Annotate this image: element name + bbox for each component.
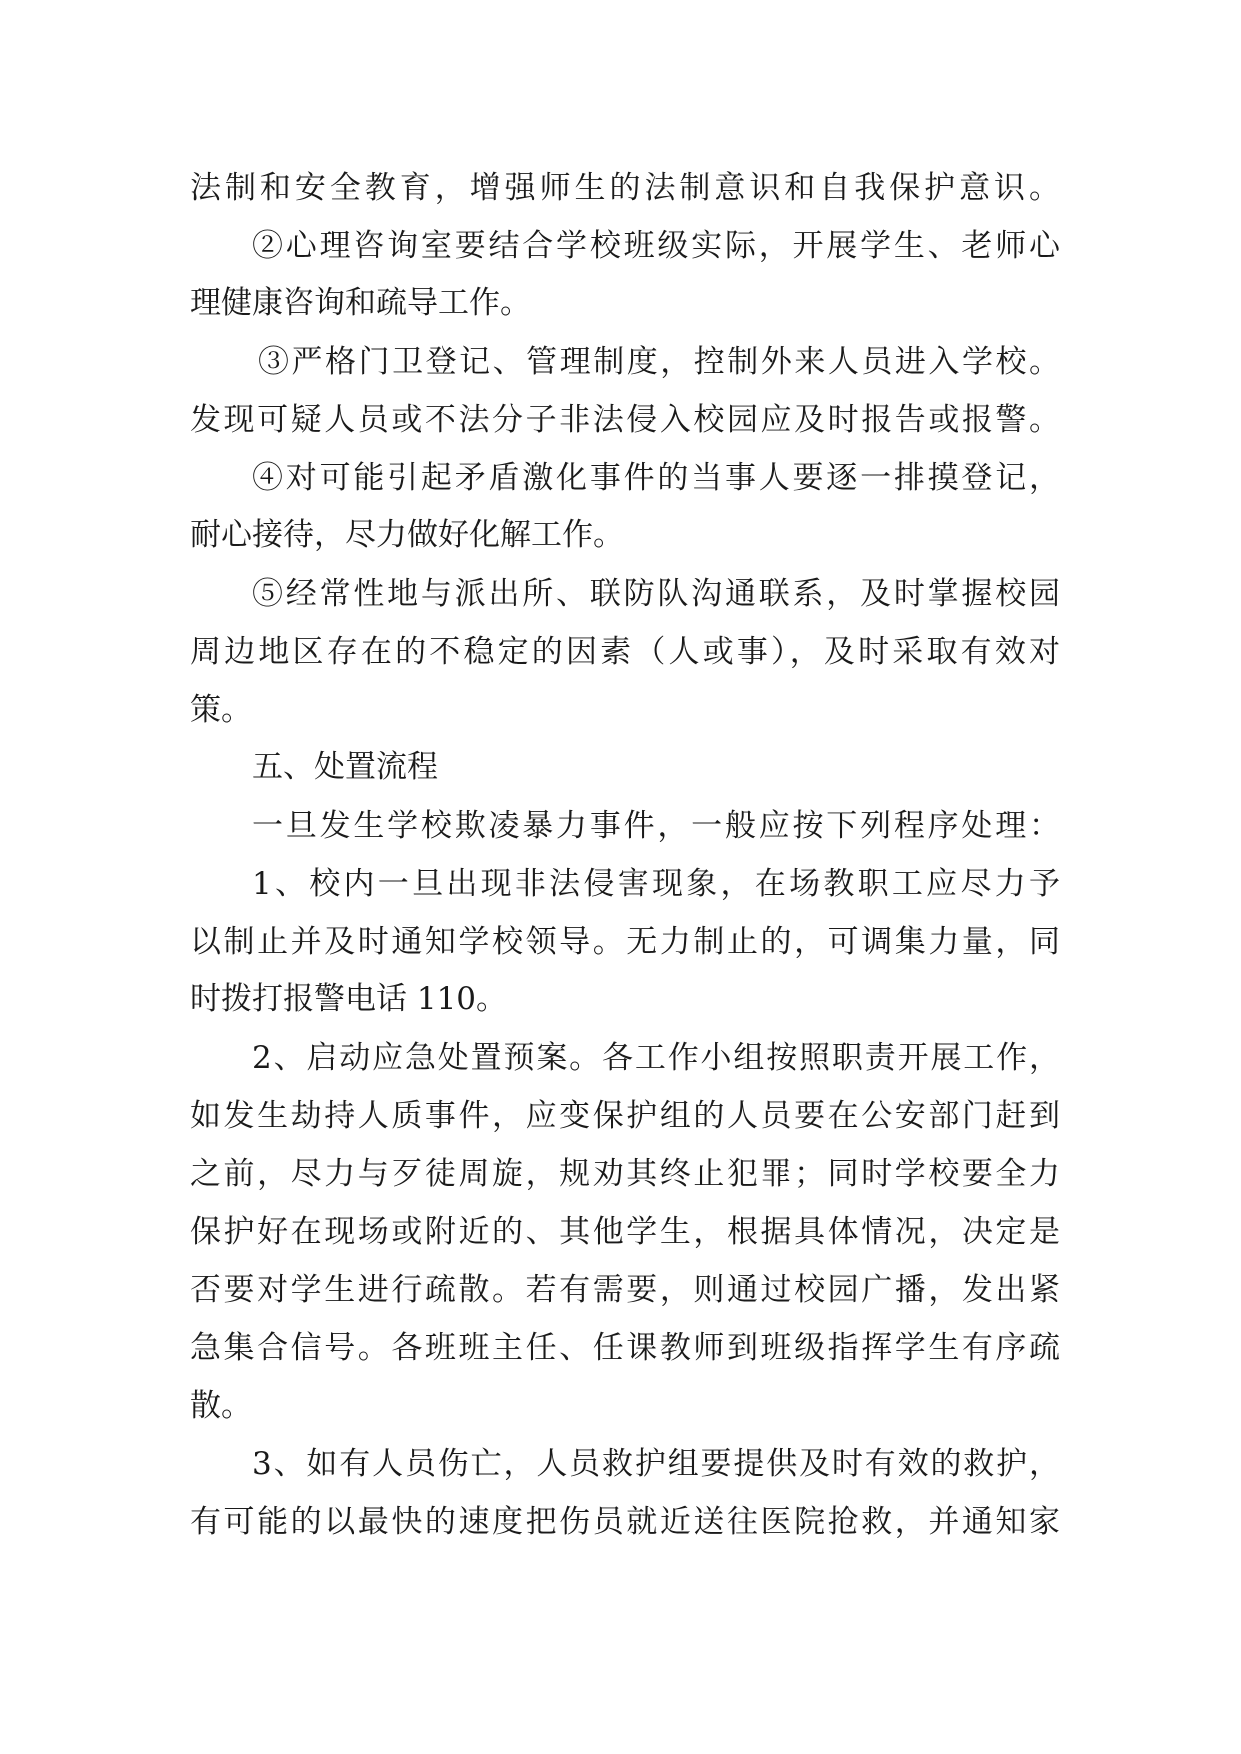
text-line: 散。	[190, 1388, 252, 1424]
text-line: 法制和安全教育，增强师生的法制意识和自我保护意识。	[190, 170, 1060, 206]
text-line: 理健康咨询和疏导工作。	[190, 285, 531, 321]
text-line: 有可能的以最快的速度把伤员就近送往医院抢救，并通知家	[190, 1504, 1060, 1540]
text-line: 如发生劫持人质事件，应变保护组的人员要在公安部门赶到	[190, 1098, 1060, 1134]
text-line: 之前，尽力与歹徒周旋，规劝其终止犯罪；同时学校要全力	[190, 1156, 1060, 1192]
text-line: 以制止并及时通知学校领导。无力制止的，可调集力量，同	[190, 924, 1060, 960]
text-line: 2、启动应急处置预案。各工作小组按照职责开展工作，	[252, 1040, 1060, 1076]
text-line: 保护好在现场或附近的、其他学生，根据具体情况，决定是	[190, 1214, 1060, 1250]
text-line: 3、如有人员伤亡，人员救护组要提供及时有效的救护，	[252, 1446, 1060, 1482]
text-line: 耐心接待，尽力做好化解工作。	[190, 517, 624, 553]
text-line: ②心理咨询室要结合学校班级实际，开展学生、老师心	[252, 228, 1060, 264]
text-line: 急集合信号。各班班主任、任课教师到班级指挥学生有序疏	[190, 1330, 1060, 1366]
text-line: 策。	[190, 692, 252, 728]
text-line: 发现可疑人员或不法分子非法侵入校园应及时报告或报警。	[190, 402, 1060, 438]
text-line: ③严格门卫登记、管理制度，控制外来人员进入学校。	[258, 344, 1060, 380]
text-line: ⑤经常性地与派出所、联防队沟通联系，及时掌握校园	[252, 576, 1060, 612]
text-line: ④对可能引起矛盾激化事件的当事人要逐一排摸登记，	[252, 460, 1060, 496]
text-line: 周边地区存在的不稳定的因素（人或事），及时采取有效对	[190, 634, 1060, 670]
text-line: 时拨打报警电话 110。	[190, 981, 508, 1017]
text-line: 否要对学生进行疏散。若有需要，则通过校园广播，发出紧	[190, 1272, 1060, 1308]
text-line: 1、校内一旦出现非法侵害现象，在场教职工应尽力予	[252, 866, 1060, 902]
text-line: 一旦发生学校欺凌暴力事件，一般应按下列程序处理：	[252, 808, 1060, 844]
section-heading: 五、处置流程	[252, 749, 438, 785]
